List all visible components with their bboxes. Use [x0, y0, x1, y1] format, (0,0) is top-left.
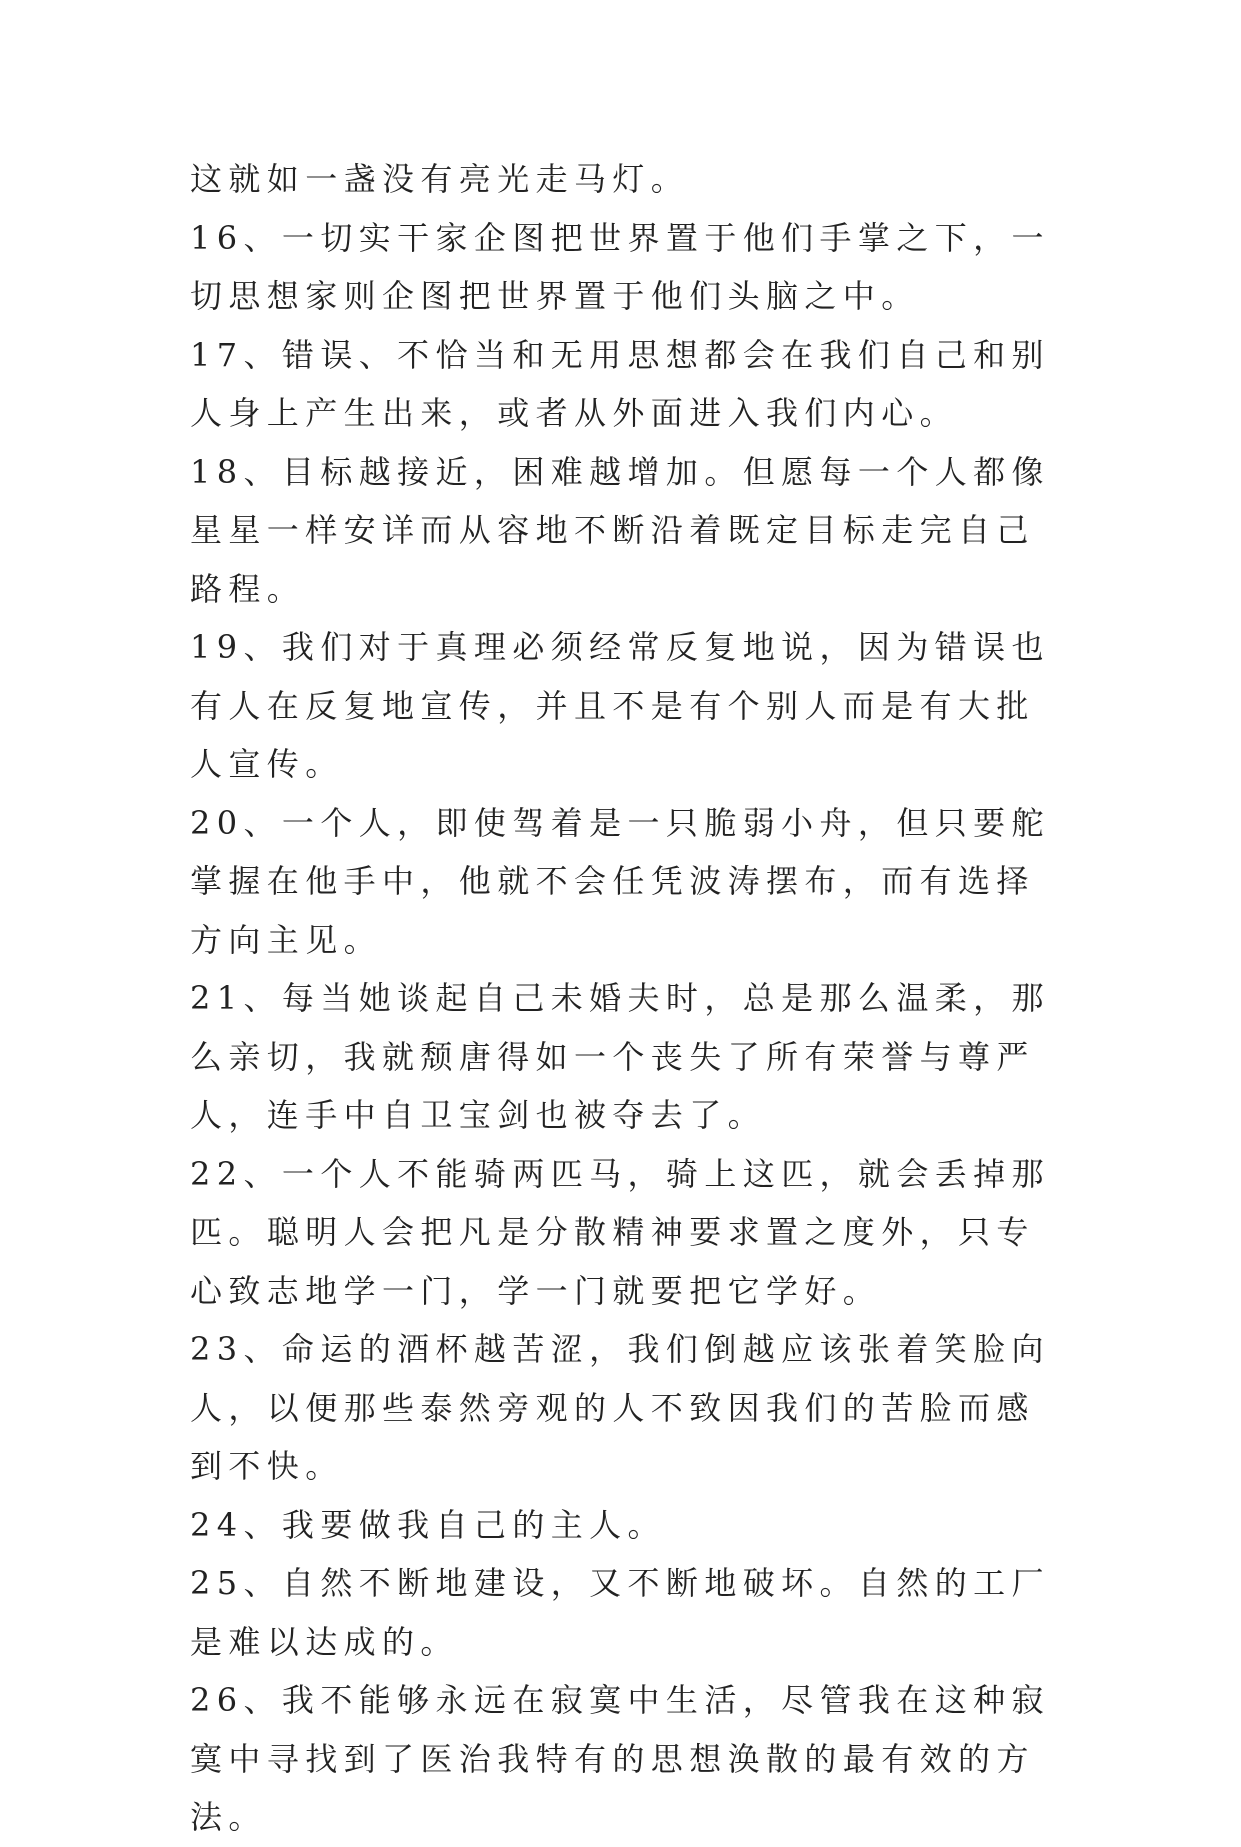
paragraph-18: 18、目标越接近，困难越增加。但愿每一个人都像星星一样安详而从容地不断沿着既定目标走完自己路程。 — [190, 452, 1050, 608]
paragraph-23: 23、命运的酒杯越苦涩，我们倒越应该张着笑脸向人，以便那些泰然旁观的人不致因我们的苦脸而感到不快。 — [190, 1330, 1050, 1485]
paragraph-26: 26、我不能够永远在寂寞中生活，尽管我在这种寂寞中寻找到了医治我特有的思想涣散的最有效的方法。 — [190, 1681, 1050, 1836]
paragraph-20: 20、一个人，即使驾着是一只脆弱小舟，但只要舵掌握在他手中，他就不会任凭波涛摆布，而有选择方向主见。 — [190, 803, 1050, 959]
paragraph-24: 24、我要做我自己的主人。 — [190, 1505, 666, 1544]
paragraph-25: 25、自然不断地建设，又不断地破坏。自然的工厂是难以达成的。 — [190, 1564, 1050, 1661]
paragraph-16: 16、一切实干家企图把世界置于他们手掌之下，一切思想家则企图把世界置于他们头脑之中。 — [190, 218, 1050, 315]
paragraph-continuation: 这就如一盏没有亮光走马灯。 — [190, 160, 690, 198]
paragraph-19: 19、我们对于真理必须经常反复地说，因为错误也有人在反复地宣传，并且不是有个别人而是有大批人宣传。 — [190, 628, 1050, 783]
paragraph-22: 22、一个人不能骑两匹马，骑上这匹，就会丢掉那匹。聪明人会把凡是分散精神要求置之度外，只专心致志地学一门，学一门就要把它学好。 — [190, 1154, 1050, 1310]
paragraph-21: 21、每当她谈起自己未婚夫时，总是那么温柔，那么亲切，我就颓唐得如一个丧失了所有荣誉与尊严人，连手中自卫宝剑也被夺去了。 — [190, 979, 1050, 1134]
paragraph-17: 17、错误、不恰当和无用思想都会在我们自己和别人身上产生出来，或者从外面进入我们内心。 — [190, 335, 1050, 432]
document-page — [190, 150, 1070, 1847]
